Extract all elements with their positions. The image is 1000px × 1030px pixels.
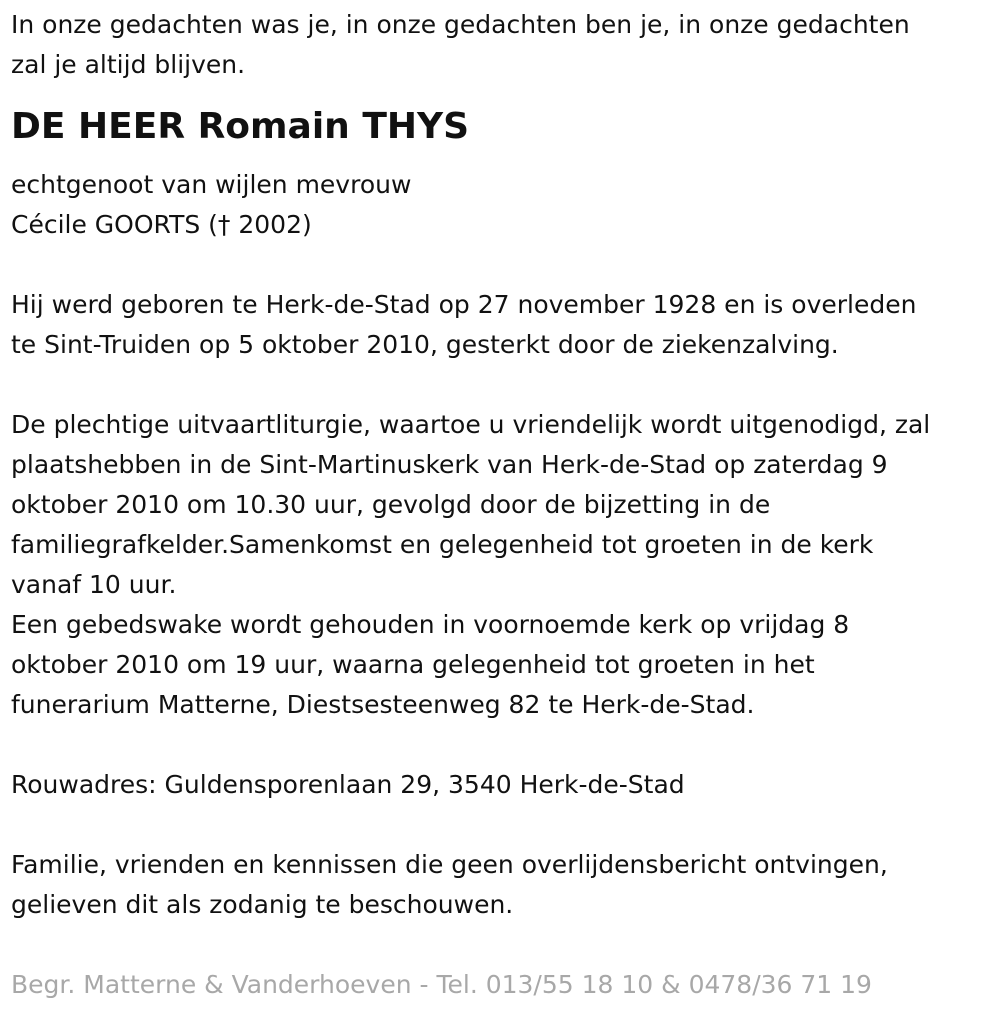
- motto: [11, 5, 996, 85]
- spacer: [11, 805, 996, 845]
- paragraph-line: familiegrafkelder.Samenkomst en gelegenheid tot groeten in de kerk: [11, 530, 874, 559]
- obituary-notice: [11, 5, 996, 1005]
- spacer: [11, 725, 996, 765]
- paragraph-line: vanaf 10 uur.: [11, 570, 177, 599]
- spouse-relation: [11, 165, 996, 245]
- paragraph-line: oktober 2010 om 10.30 uur, gevolgd door de bijzetting in de: [11, 490, 771, 519]
- paragraph-line: plaatshebben in de Sint-Martinuskerk van Herk-de-Stad op zaterdag 9: [11, 450, 888, 479]
- paragraph-line: oktober 2010 om 19 uur, waarna gelegenheid tot groeten in het: [11, 650, 815, 679]
- relation-line: echtgenoot van wijlen mevrouw: [11, 170, 412, 199]
- paragraph-line: Familie, vrienden en kennissen die geen overlijdensbericht ontvingen,: [11, 850, 888, 879]
- paragraph-line: Een gebedswake wordt gehouden in voornoemde kerk op vrijdag 8: [11, 610, 850, 639]
- motto-line: zal je altijd blijven.: [11, 50, 246, 79]
- motto-line: In onze gedachten was je, in onze gedachten ben je, in onze gedachten: [11, 10, 910, 39]
- paragraph-line: De plechtige uitvaartliturgie, waartoe u vriendelijk wordt uitgenodigd, zal: [11, 410, 931, 439]
- paragraph-line: te Sint-Truiden op 5 oktober 2010, gesterkt door de ziekenzalving.: [11, 330, 839, 359]
- birth-death-paragraph: [11, 285, 996, 365]
- funeral-home-footer: Begr. Matterne & Vanderhoeven - Tel. 013/55 18 10 & 0478/36 71 19: [11, 970, 872, 999]
- relation-line: Cécile GOORTS († 2002): [11, 210, 312, 239]
- spacer: [11, 925, 996, 965]
- paragraph-line: gelieven dit als zodanig te beschouwen.: [11, 890, 514, 919]
- mourning-address: Rouwadres: Guldensporenlaan 29, 3540 Herk-de-Stad: [11, 770, 685, 799]
- paragraph-line: funerarium Matterne, Diestsesteenweg 82 te Herk-de-Stad.: [11, 690, 755, 719]
- spacer: [11, 245, 996, 285]
- paragraph-line: Hij werd geboren te Herk-de-Stad op 27 november 1928 en is overleden: [11, 290, 917, 319]
- deceased-name: DE HEER Romain THYS: [11, 106, 470, 147]
- notice-paragraph: [11, 845, 996, 925]
- funeral-paragraph: [11, 405, 996, 725]
- spacer: [11, 365, 996, 405]
